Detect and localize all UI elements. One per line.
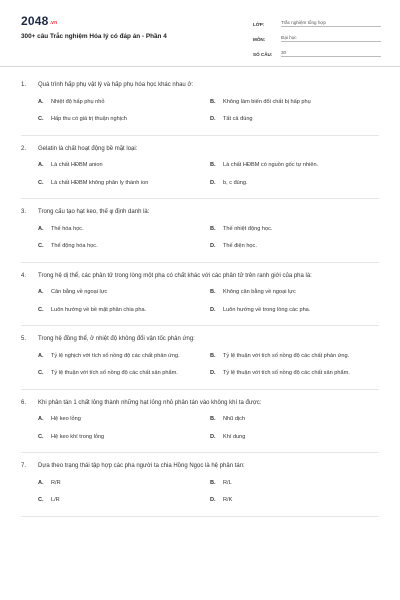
question-number: 2.: [21, 145, 27, 152]
answer-option[interactable]: [210, 370, 382, 378]
question-text: Trong cấu tạo hạt keo, thế φ định danh là:: [38, 209, 150, 215]
question-block: [0, 390, 400, 454]
option-text: b, c đúng.: [223, 179, 248, 186]
question-stem: [21, 81, 379, 90]
question-text: Trong hệ đồng thể, ở nhiệt độ không đổi vận tốc phản ứng:: [38, 336, 195, 342]
answer-option[interactable]: [38, 289, 210, 297]
option-text: Hấp thu có giá trị thuận nghịch: [51, 116, 127, 122]
logo-suffix: .vn: [49, 20, 58, 26]
option-letter: D.: [210, 306, 216, 313]
document-title: 300+ câu Trắc nghiệm Hóa lý có đáp án - Phần 4: [21, 33, 167, 40]
answer-option[interactable]: [38, 307, 210, 315]
option-text: Khí dung: [223, 433, 246, 440]
question-number: 1.: [21, 82, 27, 88]
option-letter: A.: [38, 98, 44, 105]
answer-option[interactable]: [210, 162, 382, 170]
meta-subject-row: [253, 29, 381, 42]
answer-options: [38, 289, 379, 314]
answer-option[interactable]: [210, 497, 382, 505]
answer-option[interactable]: [38, 353, 210, 361]
answer-option[interactable]: [210, 180, 382, 188]
answer-option[interactable]: [210, 243, 382, 251]
answer-options: [38, 480, 379, 505]
question-block: [0, 136, 400, 200]
option-letter: D.: [210, 497, 216, 503]
answer-option[interactable]: [38, 497, 210, 505]
question-stem: [21, 335, 379, 344]
option-letter: A.: [38, 162, 44, 168]
answer-option[interactable]: [210, 307, 382, 315]
option-letter: C.: [38, 497, 44, 503]
subject-value: Đại học: [281, 35, 381, 42]
option-text: Luôn hướng về bề mặt phân chia pha.: [51, 306, 147, 313]
option-letter: B.: [210, 479, 216, 486]
class-label: LỚP:: [253, 22, 265, 27]
option-text: Thế hóa học.: [51, 225, 84, 232]
question-stem: [21, 462, 379, 471]
option-text: Tỷ lệ nghịch với tích số nồng độ các chất phản ứng.: [51, 352, 180, 359]
option-letter: A.: [38, 416, 44, 422]
option-letter: C.: [38, 370, 44, 376]
option-letter: D.: [210, 370, 216, 376]
count-value: 30: [281, 50, 381, 57]
subject-label: MÔN:: [253, 37, 266, 42]
question-block: [0, 199, 400, 263]
question-number: 5.: [21, 336, 27, 342]
option-letter: D.: [210, 179, 216, 186]
count-label: SỐ CÂU:: [253, 52, 273, 57]
option-text: Thế điện học.: [223, 243, 257, 249]
answer-option[interactable]: [38, 116, 210, 124]
answer-option[interactable]: [38, 480, 210, 488]
document-meta: [253, 14, 381, 59]
header: [0, 0, 400, 66]
answer-option[interactable]: [38, 243, 210, 251]
question-text: Gelatin là chất hoạt động bề mặt loại:: [38, 145, 138, 152]
option-letter: D.: [210, 116, 216, 122]
answer-option[interactable]: [210, 353, 382, 361]
option-letter: C.: [38, 243, 44, 249]
option-letter: C.: [38, 179, 44, 186]
option-letter: B.: [210, 352, 216, 359]
option-letter: B.: [210, 289, 216, 295]
question-text: Quá trình hấp phụ vật lý và hấp phụ hóa học khác nhau ở:: [38, 82, 194, 88]
option-text: Cân bằng về ngoại lực: [51, 289, 108, 295]
answer-options: [38, 162, 379, 187]
option-text: R/L: [223, 479, 232, 486]
question-stem: [21, 145, 379, 154]
option-letter: B.: [210, 162, 216, 168]
answer-option[interactable]: [38, 162, 210, 170]
option-letter: D.: [210, 243, 216, 249]
option-letter: D.: [210, 433, 216, 440]
answer-option[interactable]: [210, 116, 382, 124]
option-text: Nhiệt độ hấp phụ nhỏ: [51, 98, 105, 105]
option-text: Là chất HĐBM có nguồn gốc tự nhiên.: [223, 162, 319, 168]
answer-options: [38, 353, 379, 378]
option-text: Tất cả đúng: [223, 116, 253, 122]
site-logo[interactable]: [21, 14, 57, 28]
option-letter: C.: [38, 116, 44, 122]
question-number: 4.: [21, 272, 27, 279]
meta-class-row: [253, 14, 381, 27]
answer-option[interactable]: [210, 289, 382, 297]
option-letter: A.: [38, 352, 44, 359]
option-letter: A.: [38, 479, 44, 486]
option-text: Tỷ lệ thuận với tích số nồng độ các chất phản ứng.: [223, 352, 350, 359]
option-letter: C.: [38, 306, 44, 313]
answer-options: [38, 226, 379, 251]
answer-option[interactable]: [210, 434, 382, 442]
question-stem: [21, 208, 379, 217]
option-letter: B.: [210, 98, 216, 105]
option-letter: A.: [38, 289, 44, 295]
option-text: Nhũ dịch: [223, 416, 246, 422]
answer-option[interactable]: [38, 180, 210, 188]
option-text: Là chất HĐBM không phân ly thành ion: [51, 179, 149, 186]
question-divider: [21, 516, 379, 517]
option-letter: B.: [210, 416, 216, 422]
option-text: Là chất HĐBM anion: [51, 162, 103, 168]
option-text: Tỷ lệ thuận với tích số nồng độ các chất sản phẩm.: [223, 370, 350, 376]
question-block: [0, 453, 400, 517]
logo-number: 2048: [21, 14, 49, 28]
answer-option[interactable]: [38, 226, 210, 234]
option-text: Tỷ lệ thuận với tích số nồng độ các chất sản phẩm.: [51, 370, 178, 376]
question-stem: [21, 272, 379, 281]
question-number: 3.: [21, 209, 27, 215]
question-block: [0, 263, 400, 327]
option-text: Không làm biến đổi chất bị hấp phụ: [223, 98, 311, 105]
header-divider: [0, 66, 400, 67]
option-letter: B.: [210, 225, 216, 232]
option-text: Thế nhiệt động học.: [223, 225, 273, 232]
answer-option[interactable]: [210, 226, 382, 234]
class-value: Trắc nghiệm tổng hợp: [281, 20, 381, 27]
option-text: R/R: [51, 479, 61, 486]
option-letter: A.: [38, 225, 44, 232]
option-text: Hệ keo lỏng: [51, 416, 81, 422]
answer-option[interactable]: [210, 416, 382, 424]
answer-option[interactable]: [38, 99, 210, 107]
option-text: Không cân bằng về ngoại lực: [223, 289, 296, 295]
question-text: Trong hệ dị thể, các phân tử trong lòng một pha có chất khác với các phân tử trên ranh giới của pha là:: [38, 272, 312, 279]
question-block: [0, 326, 400, 390]
question-number: 7.: [21, 463, 27, 469]
option-text: Luôn hướng về trong lòng các pha.: [223, 306, 311, 313]
answer-options: [38, 416, 379, 441]
option-letter: C.: [38, 433, 44, 440]
answer-options: [38, 99, 379, 124]
answer-option[interactable]: [38, 416, 210, 424]
question-block: [0, 72, 400, 136]
question-text: Dựa theo trạng thái tập hợp các pha người ta chia Hồng Ngọc là hệ phân tán:: [38, 463, 245, 469]
answer-option[interactable]: [210, 99, 382, 107]
option-text: L/R: [51, 497, 60, 503]
answer-option[interactable]: [210, 480, 382, 488]
meta-count-row: [253, 44, 381, 57]
answer-option[interactable]: [38, 434, 210, 442]
question-stem: [21, 399, 379, 408]
option-text: Hệ keo khí trong lỏng: [51, 433, 105, 440]
question-number: 6.: [21, 399, 27, 406]
option-text: R/K: [223, 497, 233, 503]
answer-option[interactable]: [38, 370, 210, 378]
option-text: Thế động hóa học.: [51, 243, 98, 249]
question-list: [0, 72, 400, 517]
question-text: Khi phân tán 1 chất lỏng thành những hạt lỏng nhỏ phân tán vào không khí ta được:: [38, 399, 262, 406]
